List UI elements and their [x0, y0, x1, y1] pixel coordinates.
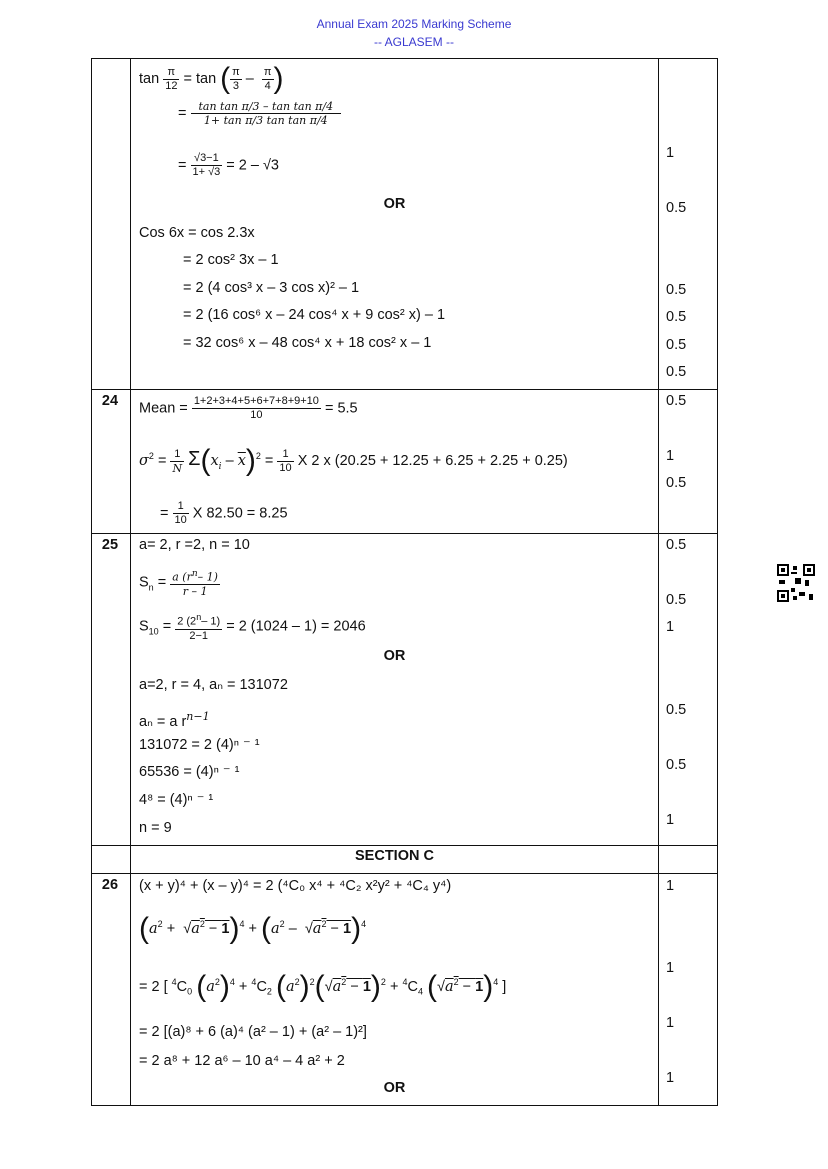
q26-line-2: $(a^2 + √a^2 - 1)^4 + (a^2 - √a^2 - 1)^4$	[139, 912, 367, 945]
q25-mark-6: 1	[666, 812, 675, 828]
q24-variance: $\sigma^2$ = $\frac{1}{N}$ $\Sigma(x_i - \overline{x})^2$ = $\frac{1}{10}$ X 2 x (20.25 + 12.25 + 6.25 + 2.25 + 0.25)	[139, 444, 568, 477]
question-number-26: 26	[101, 877, 119, 893]
qr-code-icon	[777, 564, 815, 602]
q26-mark-3: 1	[666, 1015, 675, 1031]
q25-alt-5: 4⁸ = (4)ⁿ ⁻ ¹	[139, 792, 214, 808]
q23-line-3: = $\frac{√3-1}{1+ √3}$ = 2 – √3	[178, 152, 280, 178]
question-number-25: 25	[101, 537, 119, 553]
q25-mark-4: 0.5	[666, 702, 687, 718]
q26-mark-4: 1	[666, 1070, 675, 1086]
q25-alt-6: n = 9	[139, 820, 172, 836]
q26-or: OR	[383, 1080, 406, 1096]
header-title: Annual Exam 2025 Marking Scheme	[316, 17, 512, 31]
q23-alt-4: = 2 (16 cos⁶ x – 24 cos⁴ x + 9 cos² x) – 1	[183, 307, 446, 323]
q24-mean: Mean = $\frac{1+2+3+4+5+6+7+8+9+10}{10}$ = 5.5	[139, 395, 358, 421]
q25-s10: $S_{10}$ = $\frac{2 (2^n- 1)}{2-1}$ = 2 (1024 – 1) = 2046	[139, 612, 366, 642]
q26-line-5: = 2 a⁸ + 12 a⁶ – 10 a⁴ – 4 a² + 2	[139, 1053, 345, 1069]
q26-mark-2: 1	[666, 960, 675, 976]
q23-mark-3: 0.5	[666, 282, 687, 298]
q23-alt-3: = 2 (4 cos³ x – 3 cos x)² – 1	[183, 280, 360, 296]
q23-mark-1: 1	[666, 145, 675, 161]
q25-or: OR	[383, 648, 406, 664]
q25-alt-2: aₙ = a $r^{n-1}$	[139, 710, 210, 730]
q25-sn-formula: $S_n$ = $\frac{a (r^n- 1)}{r - 1}$	[139, 569, 218, 598]
q24-mark-3: 0.5	[666, 475, 687, 491]
q25-line-1: a= 2, r =2, n = 10	[139, 537, 250, 553]
question-number-24: 24	[101, 393, 119, 409]
q26-mark-1: 1	[666, 878, 675, 894]
q26-line-1: (x + y)⁴ + (x – y)⁴ = 2 (⁴C₀ x⁴ + ⁴C₂ x²y² + ⁴C₄ y⁴)	[139, 878, 452, 894]
q26-line-4: = 2 [(a)⁸ + 6 (a)⁴ (a² – 1) + (a² – 1)²]	[139, 1024, 367, 1040]
q24-mark-2: 1	[666, 448, 675, 464]
q24-result: = $\frac{1}{10}$ X 82.50 = 8.25	[160, 500, 288, 526]
q25-alt-1: a=2, r = 4, aₙ = 131072	[139, 677, 288, 693]
q26-line-3: = 2 [ $^4C_0$ $(a^2)^4 + ^4C_2$ $(a^2)^2(√a^2 - 1)^2 + ^4C_4$ $(√a^2 - 1)^4$ ]	[139, 970, 507, 1003]
q25-alt-4: 65536 = (4)ⁿ ⁻ ¹	[139, 764, 240, 780]
q25-mark-2: 0.5	[666, 592, 687, 608]
q23-mark-4: 0.5	[666, 309, 687, 325]
q23-alt-5: = 32 cos⁶ x – 48 cos⁴ x + 18 cos² x – 1	[183, 335, 432, 351]
q25-mark-1: 0.5	[666, 537, 687, 553]
q23-mark-2: 0.5	[666, 200, 687, 216]
q23-line-2: = $\frac{\text{tan tan π/3 – tan tan π/4}}{\text{1+ tan π/3 tan tan π/4}}$	[178, 100, 341, 127]
q23-mark-6: 0.5	[666, 364, 687, 380]
q23-alt-2: = 2 cos² 3x – 1	[183, 252, 279, 268]
q23-mark-5: 0.5	[666, 337, 687, 353]
q23-alt-1: Cos 6x = cos 2.3x	[139, 225, 255, 241]
q24-mark-1: 0.5	[666, 393, 687, 409]
section-c-heading: SECTION C	[355, 848, 434, 864]
q23-line-1: tan $\frac{\pi}{12}$ = tan ( $\frac{\pi}{3}$ – $\frac{\pi}{4}$ )	[139, 62, 284, 95]
q23-or: OR	[383, 196, 406, 212]
q25-mark-3: 1	[666, 619, 675, 635]
q25-mark-5: 0.5	[666, 757, 687, 773]
q25-alt-3: 131072 = 2 (4)ⁿ ⁻ ¹	[139, 737, 260, 753]
header-source: -- AGLASEM --	[373, 35, 454, 49]
